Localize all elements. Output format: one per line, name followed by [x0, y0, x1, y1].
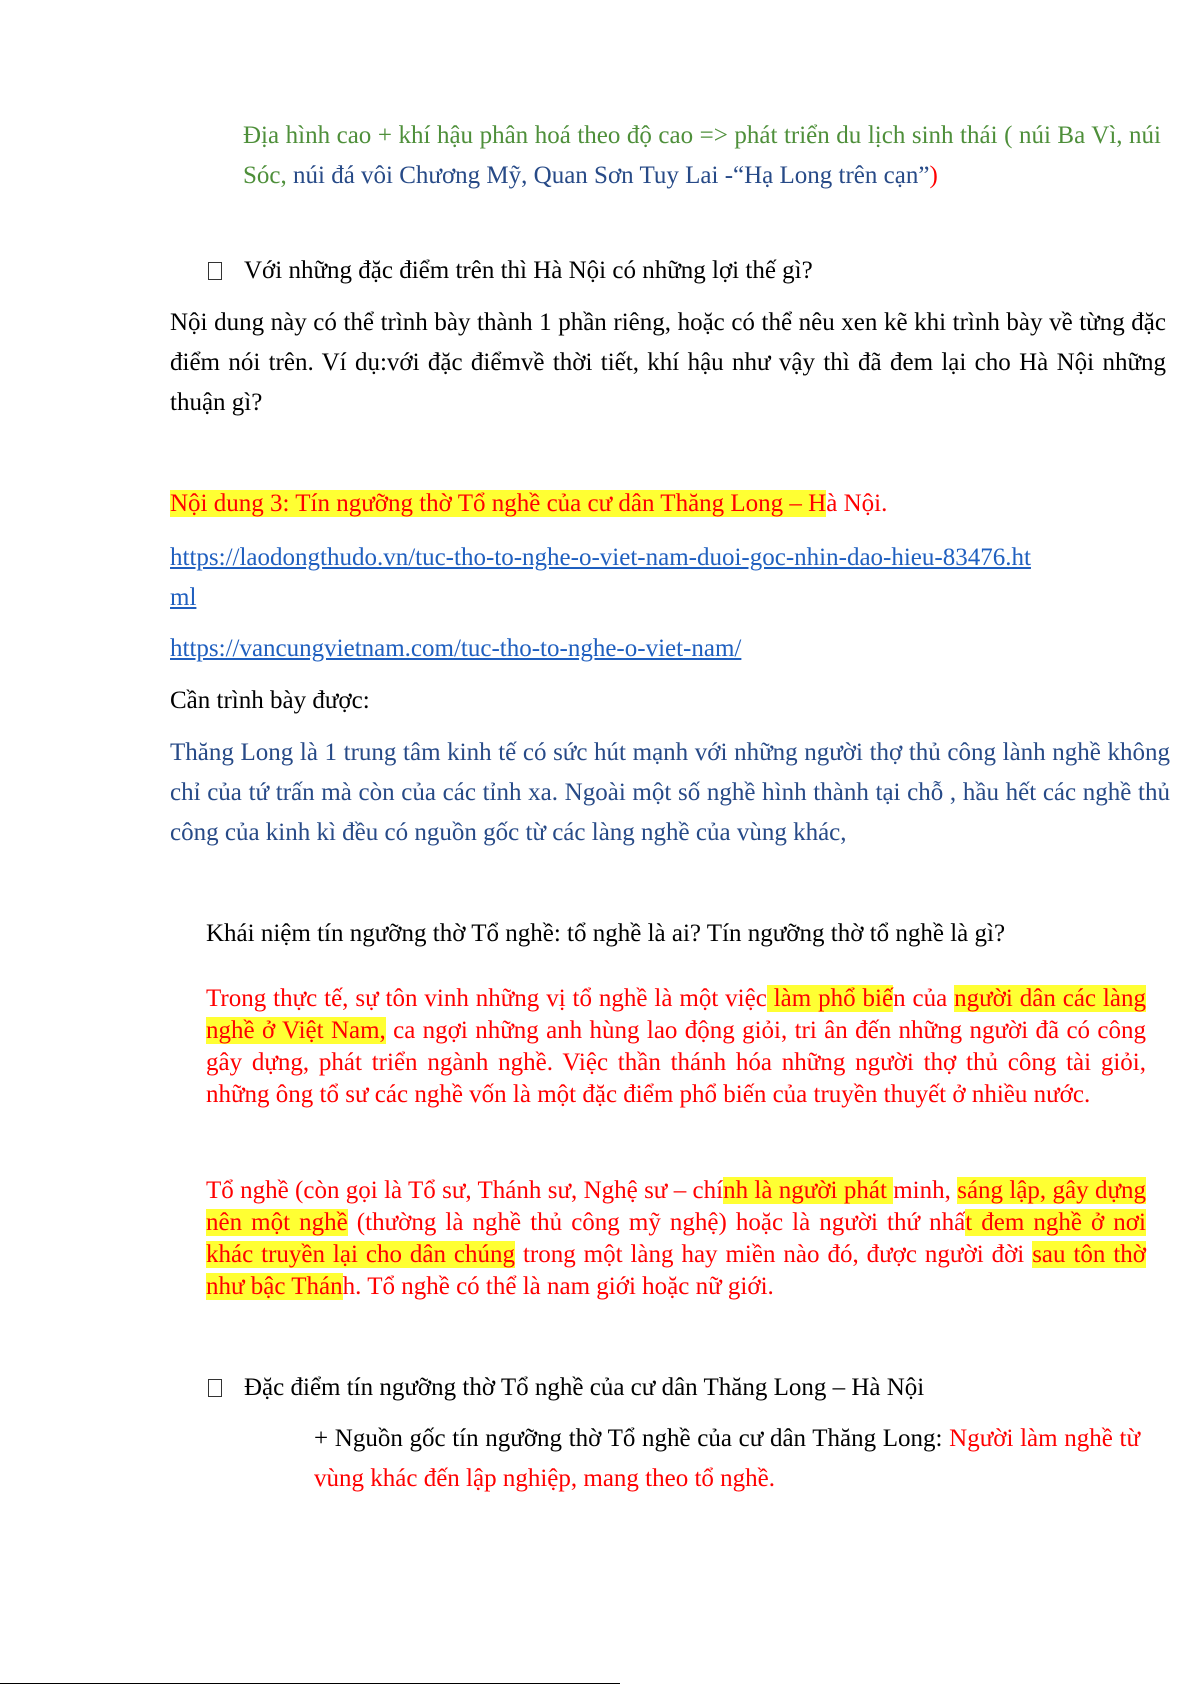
- section3-heading-highlight: Nội dung 3: Tín ngưỡng thờ Tổ nghề của cư dân Thăng Long – H: [170, 490, 827, 517]
- terrain-blue-text: núi đá vôi Chương Mỹ, Quan Sơn Tuy Lai -“Hạ Long trên cạn”: [286, 162, 930, 189]
- origin-answer: Người làm nghề từ vùng khác đến lập nghiệp, mang theo tổ nghề.: [314, 1425, 1141, 1492]
- section3-heading: [170, 488, 1166, 520]
- terrain-paragraph: [243, 116, 1161, 196]
- origin-paragraph: [314, 1419, 1140, 1499]
- origin-label: + Nguồn gốc tín ngưỡng thờ Tổ nghề của cư dân Thăng Long:: [314, 1425, 943, 1452]
- requirements-label: Cần trình bày được:: [170, 687, 370, 714]
- founder-text-4: trong một làng hay miền nào đó, được người đời: [515, 1241, 1033, 1268]
- reference-link-2-block: [170, 629, 1166, 669]
- founder-highlight-4: sau tôn thờ như bậc Thán: [206, 1241, 1146, 1300]
- founder-highlight-3: t đem nghề ở nơi khác truyền lại cho dân chúng: [206, 1209, 1146, 1268]
- founder-text-2: minh,: [893, 1177, 958, 1204]
- question-advantages-text: Với những đặc điểm trên thì Hà Nội có những lợi thế gì?: [244, 257, 813, 284]
- section3-heading-rest: à Nội.: [826, 490, 888, 517]
- thang-long-paragraph: Thăng Long là 1 trung tâm kinh tế có sức hút mạnh với những người thợ thủ công lành nghề không chỉ của tứ trấn mà còn của các tỉnh xa. Ngoài một số nghề hình thành tại chỗ , hầu hết các nghề thủ công của kinh kì đều có nguồn gốc từ các làng nghề của vùng khác,: [170, 739, 1170, 846]
- terrain-green-text: Địa hình cao + khí hậu phân hoá theo độ cao => phát triển du lịch sinh thái ( núi Ba Vì, núi Sóc,: [243, 122, 1161, 189]
- tribute-text-1: Trong thực tế, sự tôn vinh những vị tổ nghề là một việc: [206, 985, 767, 1012]
- founder-text-5: h. Tổ nghề có thể là nam giới hoặc nữ giới.: [342, 1273, 774, 1300]
- tribute-text-2: n của: [893, 985, 955, 1012]
- founder-highlight-1: nh là người phát: [723, 1177, 894, 1204]
- note-paragraph: Nội dung này có thể trình bày thành 1 phần riêng, hoặc có thể nêu xen kẽ khi trình bày về từng đặc điểm nói trên. Ví dụ:với đặc điểmvề thời tiết, khí hậu như vậy thì đã đem lại cho Hà Nội những thuận gì?: [170, 309, 1166, 416]
- reference-link-1[interactable]: https://laodongthudo.vn/tuc-tho-to-nghe-o-viet-nam-duoi-goc-nhin-dao-hieu-83476.html: [170, 544, 1031, 611]
- founder-text-1: Tổ nghề (còn gọi là Tổ sư, Thánh sư, Nghệ sư – chí: [206, 1177, 724, 1204]
- question-characteristics: [208, 1368, 1168, 1408]
- founder-highlight-2: sáng lập, gây dựng nên một nghề: [206, 1177, 1146, 1236]
- reference-link-1-block: [170, 538, 1050, 618]
- concept-question: Khái niệm tín ngưỡng thờ Tổ nghề: tổ nghề là ai? Tín ngưỡng thờ tổ nghề là gì?: [206, 920, 1006, 947]
- tribute-text-3: ca ngợi những anh hùng lao động giỏi, tri ân đến những người đã có công gây dựng, phát triển ngành nghề. Việc thần thánh hóa những người thợ thủ công tài giỏi, những ông tổ sư các nghề vốn là một đặc điểm phổ biến của truyền thuyết ở nhiều nước.: [206, 1017, 1146, 1108]
- tribute-highlight-1: làm phổ biế: [766, 985, 894, 1012]
- tribute-highlight-2: người dân các làng nghề ở Việt Nam,: [206, 985, 1146, 1044]
- checkbox-bullet-icon: [208, 1379, 222, 1397]
- tribute-paragraph: [206, 983, 1146, 1111]
- question-characteristics-text: Đặc điểm tín ngưỡng thờ Tổ nghề của cư dân Thăng Long – Hà Nội: [244, 1374, 925, 1401]
- page-bottom-rule: [0, 1683, 620, 1684]
- terrain-red-paren: ): [929, 162, 938, 189]
- question-advantages: [208, 251, 1168, 291]
- founder-definition-paragraph: [206, 1175, 1146, 1303]
- checkbox-bullet-icon: [208, 262, 222, 280]
- founder-text-3: (thường là nghề thủ công mỹ nghệ) hoặc là người thứ nhấ: [347, 1209, 966, 1236]
- reference-link-2[interactable]: https://vancungvietnam.com/tuc-tho-to-nghe-o-viet-nam/: [170, 635, 742, 662]
